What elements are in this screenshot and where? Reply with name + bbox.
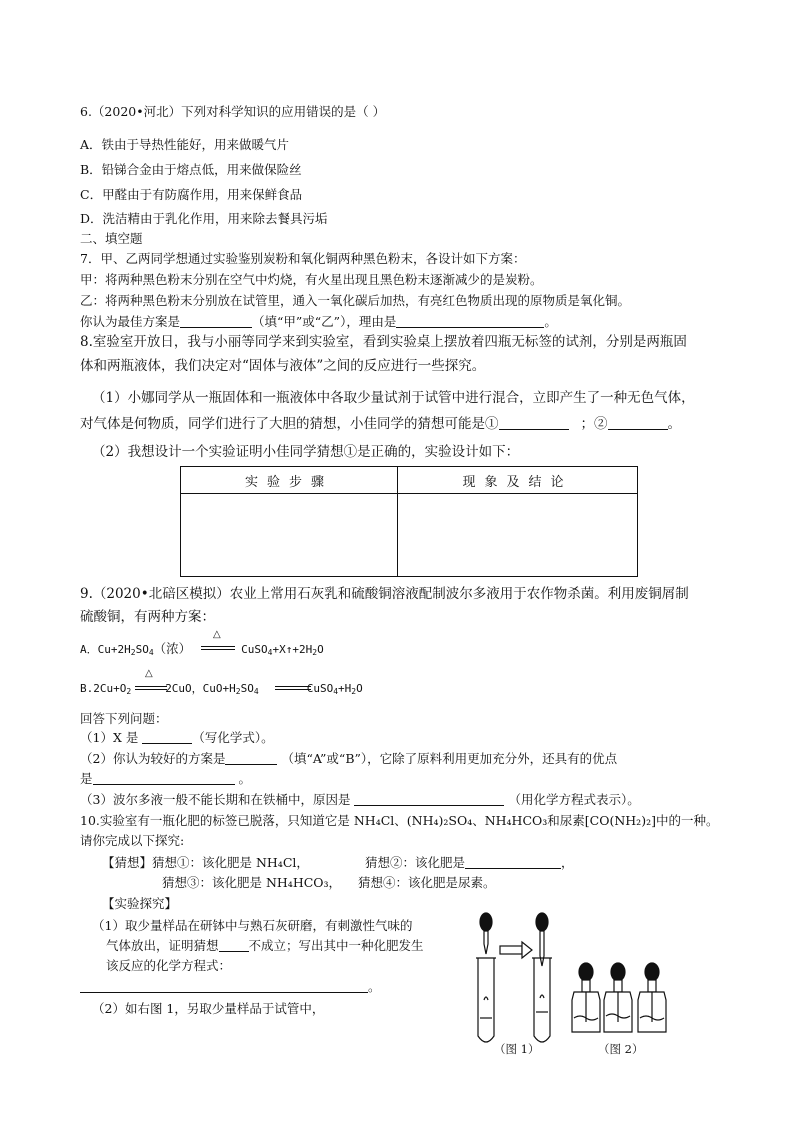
table-header-steps: 实验步骤 [181,467,398,494]
q9-equation-b: $B.2Cu+O_2$ 2CuO，$CuO+H_2SO_4$ $CuSO_4+H_2O$ [80,682,363,696]
q10-line1: 10.实验室有一瓶化肥的标签已脱落，只知道它是 NH₄Cl、(NH₄)₂SO₄、NH₄HCO₃和尿素[CO(NH₂)₂]中的一种。 [80,813,719,828]
equation-a-equals [201,646,235,650]
q6-option-b: B．铅锑合金由于熔点低，用来做保险丝 [80,162,302,177]
q10-exp1-line4: 。 [80,978,381,996]
q7-answer-mid: （填“甲”或“乙”），理由是 [252,314,397,329]
heat-symbol-b: △ [145,668,153,679]
figure1-caption: （图 1） [494,1042,540,1056]
q10-equation-blank[interactable] [80,979,368,993]
figure2-bottles [572,963,666,1032]
q10-exp1-line2: 气体放出，证明猜想 不成立；写出其中一种化肥发生 [106,938,424,953]
q10-exp1-line3: 该反应的化学方程式： [106,958,232,973]
q7-answer-prefix: 你认为最佳方案是 [80,314,181,329]
q10-line2: 请你完成以下探究: [80,833,185,848]
q10-guess2-blank[interactable] [465,855,561,869]
table-cell-results[interactable] [398,494,638,577]
figure2-caption: （图 2） [598,1042,644,1056]
q10-exp2: （2）如右图 1，另取少量样品于试管中， [92,1001,325,1016]
equation-b-equals-1 [135,686,167,690]
q6-option-a: A．铁由于导热性能好，用来做暖气片 [80,137,290,152]
q9-part2: （2）你认为较好的方案是 （填“A”或“B”），它除了原料利用更加充分外，还具有的优点 [80,751,618,766]
q10-guess-blank[interactable] [219,938,249,952]
q9-answer-intro: 回答下列问题： [80,711,168,726]
q6-stem: 6.（2020•河北）下列对科学知识的应用错误的是（ ） [80,104,386,119]
table-cell-steps[interactable] [181,494,398,577]
section-heading: 二、填空题 [80,231,143,246]
q8-part1-line1: （1）小娜同学从一瓶固体和一瓶液体中各取少量试剂于试管中进行混合，立即产生了一种无色气体， [92,390,695,406]
q8-part2: （2）我想设计一个实验证明小佳同学猜想①是正确的，实验设计如下： [92,444,520,460]
equation-b-equals-2 [275,686,311,690]
q7-plan-yi: 乙：将两种黑色粉末分别放在试管里，通入一氧化碳后加热，有亮红色物质出现的原物质是氧化铜。 [80,293,631,308]
q8-guess2-blank[interactable] [608,416,668,430]
q9-equation-a: A．$Cu+2H_2SO_4$（浓） $CuSO_4+X↑+2H_2O$ [80,641,324,657]
q10-exp1-line1: （1）取少量样品在研钵中与熟石灰研磨，有刺激性气味的 [92,918,413,933]
q7-stem: 7．甲、乙两同学想通过实验鉴别炭粉和氧化铜两种黑色粉末，各设计如下方案： [80,251,526,266]
q6-option-c: C．甲醛由于有防腐作用，用来保鲜食品 [80,187,303,202]
q9-part3: （3）波尔多液一般不能长期和在铁桶中，原因是 （用化学方程式表示）。 [80,792,640,807]
q10-guess4: 猜想④：该化肥是尿素。 [358,875,496,890]
q9-advantage-blank[interactable] [93,771,235,785]
q9-x-blank[interactable] [142,730,192,744]
q8-line1: 8.室验室开放日，我与小丽等同学来到实验室，看到实验桌上摆放着四瓶无标签的试剂，分别是两瓶固 [80,334,687,350]
q9-line1: 9.（2020•北碚区模拟）农业上常用石灰乳和硫酸铜溶液配制波尔多液用于农作物杀菌。利用废铜屑制 [80,586,689,602]
lab-figures-illustration [468,908,688,1056]
q9-plan-blank[interactable] [225,751,277,765]
q10-guess2: 猜想②：该化肥是 ， [365,855,574,870]
q10-guess3: 猜想③：该化肥是 NH₄HCO₃， [162,875,342,890]
q9-equation-blank[interactable] [354,792,504,806]
q6-option-d: D．洗洁精由于乳化作用，用来除去餐具污垢 [80,211,328,226]
q8-part1-line2: 对气体是何物质，同学们进行了大胆的猜想，小佳同学的猜想可能是① ；② 。 [80,416,681,432]
q7-reason-blank[interactable] [396,314,544,328]
q7-plan-blank[interactable] [180,314,252,328]
heat-symbol: △ [213,629,221,640]
figure1-droppers [476,913,552,1042]
q9-part2-line2: 是 。 [80,771,252,786]
q8-guess1-blank[interactable] [499,416,569,430]
experiment-table [180,466,638,577]
q9-part1: （1）X 是 （写化学式）。 [80,730,274,745]
q9-line2: 硫酸铜，有两种方案： [80,609,215,625]
q7-plan-jia: 甲：将两种黑色粉末分别在空气中灼烧，有火星出现且黑色粉末逐渐减少的是炭粉。 [80,272,543,287]
table-header-results: 现象及结论 [398,467,638,494]
q8-line2: 体和两瓶液体，我们决定对“固体与液体”之间的反应进行一些探究。 [80,358,486,374]
q10-guess1: 【猜想】猜想①：该化肥是 NH₄Cl， [102,855,309,870]
q10-exp-title: 【实验探究】 [102,896,178,911]
q7-answer-line: 你认为最佳方案是 （填“甲”或“乙”），理由是 。 [80,314,557,329]
